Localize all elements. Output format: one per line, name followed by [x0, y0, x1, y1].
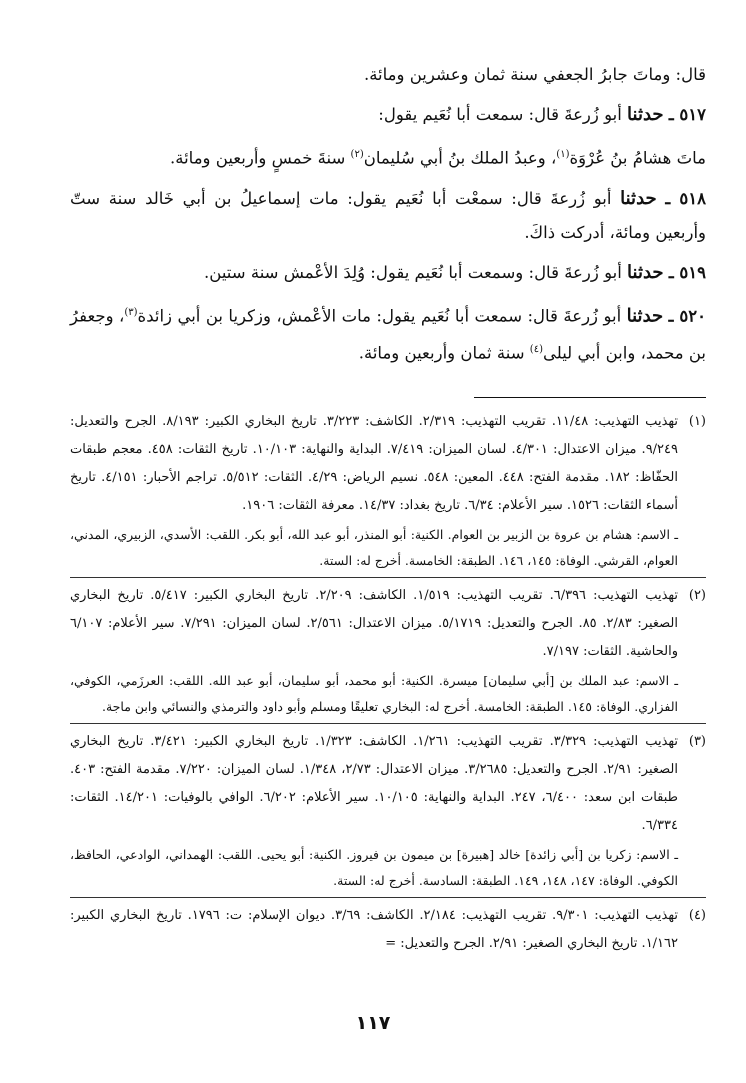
- footnote-4: [70, 902, 706, 958]
- entry-number: ٥٢٠ ـ: [668, 306, 706, 325]
- footnote-biography: ـ الاسم: زكريا بن [أبي زائدة] خالد [هبيرة] بن ميمون بن فيروز. الكنية: أبو يحيى. اللقب: الهمداني، الوادعي، الحافظ، الكوفي. الوفاة: ١٤٧، ١٤٨، ١٤٩. الطبقة: السادسة. أخرج له: الستة.: [70, 846, 678, 888]
- footnote-ref-4: (٤): [529, 344, 543, 355]
- footnote-sources: تهذيب التهذيب: ١١/٤٨. تقريب التهذيب: ٢/٣١٩. الكاشف: ٣/٢٢٣. تاريخ البخاري الكبير: ٨/١٩٣. الجرح والتعديل: ٩/٢٤٩. ميزان الاعتدال: ٤/٣٠١. لسان الميزان: ٧/٤١٩. البداية والنهاية: ١٠/١٠٣. تاريخ الثقات: ٤٥٨. معجم طبقات الحفّاظ: ١٨٢. مقدمة الفتح: ٤٤٨. المعين: ٥٤٨. نسيم الرياض: ٤/٢٩. الثقات: ٥/٥١٢. تراجم الأحبار: ٤/١٥١. تاريخ أسماء الثقات: ١٥٢٦. سير الأعلام: ٦/٣٤. تاريخ بغداد: ١٤/٣٧. معرفة الثقات: ١٩٠٦.: [70, 413, 678, 513]
- footnote-1: [70, 408, 706, 574]
- footnote-ref-2: (٢): [350, 149, 364, 160]
- page-number: ١١٧: [355, 1012, 391, 1034]
- footnote-2: [70, 582, 706, 720]
- haddathana-word: حدثنا: [627, 261, 664, 283]
- entry-517: [70, 98, 706, 132]
- entry-519: [70, 256, 706, 290]
- footnote-separator: [70, 723, 706, 724]
- footnote-sources: تهذيب التهذيب: ٣/٣٢٩. تقريب التهذيب: ١/٢٦١. الكاشف: ١/٣٢٣. تاريخ البخاري الكبير: ٣/٤٢١. تاريخ البخاري الصغير: ٢/٩١. الجرح والتعديل: ٣/٢٦٨٥. ميزان الاعتدال: ٢/٧٣، ١/٣٤٨. لسان الميزان: ٧/٢٢٠. مقدمة الفتح: ٤٠٣. طبقات ابن سعد: ٦/٤٠٠، ٢٤٧. البداية والنهاية: ١٠/١٠٥. سير الأعلام: ٦/٢٠٢. الوافي بالوفيات: ١٤/٢٠١. الثقات: ٦/٣٣٤.: [70, 733, 679, 833]
- footnote-separator: [70, 577, 706, 578]
- footnote-divider: [474, 397, 706, 398]
- footnote-3: [70, 728, 706, 894]
- footnote-number: (١): [688, 413, 706, 429]
- entry-number: ٥١٧ ـ: [668, 105, 706, 124]
- footnote-separator: [70, 897, 706, 898]
- footnotes: [70, 408, 706, 958]
- footnote-number: (٢): [688, 587, 706, 603]
- entry-517-continued: ماتَ هشامُ بنُ عُرْوَة$^{(١)}$، وعبدُ الملك بنُ أبي سُليمان$^{(٢)}$ سنةَ خمسٍ وأربعين ومائة.: [170, 148, 706, 168]
- entry-text: أبو زُرعةَ قال: سمعت أبا نُعَيم يقول:: [378, 105, 622, 124]
- entry-518: [70, 182, 706, 250]
- entry-text: أبو زُرعةَ قال: سمعْت أبا نُعَيم يقول: مات إسماعيلُ بن أبي خَالد سنة ستّ وأربعين ومائة، أدركت ذاكَ.: [70, 188, 706, 242]
- entry-text: أبو زُرعةَ قال: وسمعت أبا نُعَيم يقول: وُلِدَ الأعْمش سنة ستين.: [204, 262, 622, 282]
- entry-number: ٥١٨ ـ: [665, 188, 706, 208]
- page: [70, 58, 706, 958]
- main-line-1: قال: وماتَ جابرُ الجعفي سنة ثمان وعشرين ومائة.: [363, 65, 706, 84]
- haddathana-word: حدثنا: [626, 305, 664, 326]
- footnote-ref-1: (١): [556, 149, 570, 160]
- footnote-number: (٣): [688, 733, 706, 749]
- entry-520: ٥٢٠ ـ حدثنا أبو زُرعةَ قال: سمعت أبا نُعَيم يقول: مات الأعْمش، وزكريا بن أبي زائدة$^{(٣)}$، وجعفرُ بن محمد، وابن أبي ليلى$^{(٤)}$ سنة ثمان وأربعين ومائة.: [70, 305, 706, 363]
- footnote-number: (٤): [688, 907, 706, 923]
- haddathana-word: حدثنا: [627, 104, 664, 125]
- footnote-sources: تهذيب التهذيب: ٩/٣٠١. تقريب التهذيب: ٢/١٨٤. الكاشف: ٣/٦٩. ديوان الإسلام: ت: ١٧٩٦. تاريخ البخاري الكبير: ١/١٦٢. تاريخ البخاري الصغير: ٢/٩١. الجرح والتعديل: =: [70, 907, 678, 951]
- footnote-sources: تهذيب التهذيب: ٦/٣٩٦. تقريب التهذيب: ١/٥١٩. الكاشف: ٢/٢٠٩. تاريخ البخاري الكبير: ٥/٤١٧. تاريخ البخاري الصغير: ٢/٨٣. ٨٥. الجرح والتعديل: ٥/١٧١٩. ميزان الاعتدال: ٢/٥٦١. لسان الميزان: ٧/٢٩١. سير الأعلام: ٦/١٠٧ والحاشية. الثقات: ٧/١٩٧.: [70, 587, 679, 659]
- footnote-biography: ـ الاسم: عبد الملك بن [أبي سليمان] ميسرة. الكنية: أبو محمد، أبو سليمان، أبو عبد الله. اللقب: العرزَمي، الكوفي، الفزاري. الوفاة: ١٤٥. الطبقة: الخامسة. أخرج له: البخاري تعليقًا ومسلم وأبو داود والترمذي والنسائي وابن ماجة.: [70, 672, 678, 714]
- entry-number: ٥١٩ ـ: [668, 262, 706, 282]
- footnote-ref-3: (٣): [124, 306, 138, 318]
- footnote-biography: ـ الاسم: هشام بن عروة بن الزبير بن العوام. الكنية: أبو المنذر، أبو عبد الله، أبو بكر. اللقب: الأسدي، الزبيري، المدني، العوام، القرشي. الوفاة: ١٤٥، ١٤٦. الطبقة: الخامسة. أخرج له: الستة.: [70, 526, 678, 568]
- main-text: [70, 58, 706, 371]
- haddathana-word: حدثنا: [620, 187, 657, 209]
